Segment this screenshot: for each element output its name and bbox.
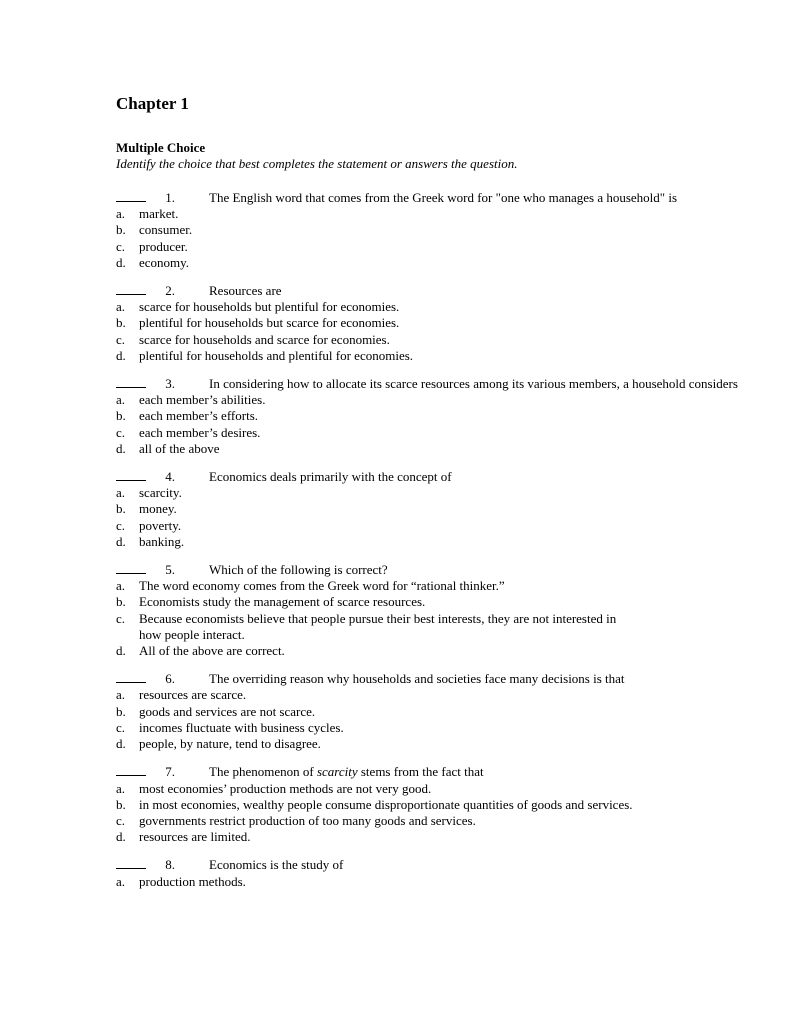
option-letter: a. bbox=[116, 687, 126, 703]
option-letter: c. bbox=[116, 812, 126, 828]
option-letter: a. bbox=[116, 206, 126, 222]
option-a[interactable] bbox=[116, 874, 756, 890]
question-text: The overriding reason why households and societies face many decisions is that bbox=[209, 671, 625, 687]
question-text: In considering how to allocate its scarce resources among its various members, a household considers bbox=[209, 376, 738, 392]
option-a[interactable] bbox=[116, 781, 756, 797]
option-text: resources are limited. bbox=[139, 829, 251, 845]
question-text: Which of the following is correct? bbox=[209, 562, 388, 578]
option-letter: b. bbox=[116, 703, 126, 719]
option-text: each member’s efforts. bbox=[139, 408, 258, 424]
option-letter: b. bbox=[116, 594, 126, 610]
answer-blank[interactable] bbox=[116, 283, 146, 295]
option-letter: d. bbox=[116, 347, 126, 363]
option-b[interactable] bbox=[116, 797, 756, 813]
answer-blank[interactable] bbox=[116, 671, 146, 683]
option-d[interactable] bbox=[116, 255, 756, 271]
option-letter: c. bbox=[116, 238, 126, 254]
option-letter: a. bbox=[116, 392, 126, 408]
stem-after: stems from the fact that bbox=[357, 764, 484, 780]
option-b[interactable] bbox=[116, 408, 756, 424]
option-text: people, by nature, tend to disagree. bbox=[139, 736, 321, 752]
stem-before: The phenomenon of bbox=[209, 764, 317, 780]
option-c[interactable] bbox=[116, 720, 756, 736]
section-heading: Multiple Choice bbox=[116, 140, 206, 155]
question-2 bbox=[116, 283, 756, 364]
option-text: All of the above are correct. bbox=[139, 643, 285, 659]
question-5 bbox=[116, 562, 756, 659]
option-text: scarce for households but plentiful for economies. bbox=[139, 299, 400, 315]
option-text: most economies’ production methods are not very good. bbox=[139, 780, 432, 796]
option-letter: b. bbox=[116, 501, 126, 517]
option-text: plentiful for households and plentiful for economies. bbox=[139, 347, 414, 363]
option-letter: a. bbox=[116, 780, 126, 796]
option-d[interactable] bbox=[116, 534, 756, 550]
option-letter: a. bbox=[116, 299, 126, 315]
option-letter: c. bbox=[116, 517, 126, 533]
option-letter: b. bbox=[116, 796, 126, 812]
question-7 bbox=[116, 764, 756, 845]
option-b[interactable] bbox=[116, 222, 756, 238]
option-letter: b. bbox=[116, 222, 126, 238]
question-text: Resources are bbox=[209, 283, 282, 299]
option-letter: c. bbox=[116, 424, 126, 440]
option-c[interactable] bbox=[116, 239, 756, 255]
question-number: 5. bbox=[165, 562, 175, 578]
question-stem bbox=[116, 283, 756, 299]
option-letter: d. bbox=[116, 829, 126, 845]
instructions-text: Identify the choice that best completes the statement or answers the question. bbox=[116, 156, 518, 171]
option-text: market. bbox=[139, 206, 179, 222]
option-a[interactable] bbox=[116, 392, 756, 408]
question-1 bbox=[116, 190, 756, 271]
option-a[interactable] bbox=[116, 687, 756, 703]
question-8 bbox=[116, 857, 756, 889]
option-c[interactable] bbox=[116, 332, 756, 348]
option-a[interactable] bbox=[116, 578, 756, 594]
document-page bbox=[116, 94, 756, 902]
stem-emphasis: scarcity bbox=[316, 764, 358, 780]
question-3 bbox=[116, 376, 756, 457]
option-b[interactable] bbox=[116, 704, 756, 720]
option-text: banking. bbox=[139, 533, 185, 549]
option-letter: c. bbox=[116, 719, 126, 735]
option-text: plentiful for households but scarce for economies. bbox=[139, 315, 400, 331]
question-stem bbox=[116, 562, 756, 578]
question-number: 1. bbox=[165, 190, 175, 205]
option-c[interactable] bbox=[116, 813, 756, 829]
option-text: scarce for households and scarce for economies. bbox=[139, 331, 390, 347]
question-stem bbox=[116, 764, 756, 780]
option-text: in most economies, wealthy people consume disproportionate quantities of goods and services. bbox=[139, 796, 633, 812]
option-letter: d. bbox=[116, 736, 126, 752]
question-6 bbox=[116, 671, 756, 752]
option-letter: c. bbox=[116, 610, 126, 626]
option-letter: d. bbox=[116, 643, 126, 659]
option-text: goods and services are not scarce. bbox=[139, 703, 316, 719]
option-letter: a. bbox=[116, 578, 126, 594]
option-text: production methods. bbox=[139, 873, 246, 889]
option-letter: d. bbox=[116, 440, 126, 456]
option-text: resources are scarce. bbox=[139, 687, 247, 703]
question-stem bbox=[116, 376, 756, 392]
option-a[interactable] bbox=[116, 206, 756, 222]
option-text: The word economy comes from the Greek word for “rational thinker.” bbox=[139, 578, 505, 594]
question-stem bbox=[116, 190, 756, 206]
option-letter: a. bbox=[116, 873, 126, 889]
option-text: governments restrict production of too many goods and services. bbox=[139, 812, 476, 828]
option-text: all of the above bbox=[139, 440, 220, 456]
option-letter: b. bbox=[116, 315, 126, 331]
option-letter: d. bbox=[116, 533, 126, 549]
answer-blank[interactable] bbox=[116, 857, 146, 869]
option-text: Because economists believe that people pursue their best interests, they are not interested in how people interact. bbox=[139, 610, 617, 642]
option-letter: c. bbox=[116, 331, 126, 347]
option-d[interactable] bbox=[116, 348, 756, 364]
option-a[interactable] bbox=[116, 485, 756, 501]
option-text: producer. bbox=[139, 238, 188, 254]
option-b[interactable] bbox=[116, 594, 756, 610]
option-letter: a. bbox=[116, 485, 126, 501]
option-c[interactable] bbox=[116, 425, 756, 441]
answer-blank[interactable] bbox=[116, 764, 146, 776]
answer-blank[interactable] bbox=[116, 562, 146, 574]
question-number: 2. bbox=[165, 283, 175, 299]
option-b[interactable] bbox=[116, 501, 756, 517]
question-number: 8. bbox=[165, 857, 175, 873]
answer-blank[interactable] bbox=[116, 469, 146, 481]
question-number: 6. bbox=[165, 671, 175, 687]
option-c[interactable] bbox=[116, 611, 756, 643]
question-4 bbox=[116, 469, 756, 550]
question-text bbox=[209, 764, 484, 779]
answer-blank[interactable] bbox=[116, 190, 146, 202]
question-number: 4. bbox=[165, 469, 175, 485]
option-b[interactable] bbox=[116, 315, 756, 331]
option-a[interactable] bbox=[116, 299, 756, 315]
question-text: Economics deals primarily with the concept of bbox=[209, 469, 452, 485]
question-number: 3. bbox=[165, 376, 175, 392]
option-text: economy. bbox=[139, 254, 190, 270]
option-text: Economists study the management of scarce resources. bbox=[139, 594, 426, 610]
question-number: 7. bbox=[165, 764, 175, 780]
option-text: scarcity. bbox=[139, 485, 182, 501]
question-text: Economics is the study of bbox=[209, 857, 344, 873]
option-letter: d. bbox=[116, 254, 126, 270]
question-list bbox=[116, 190, 756, 890]
option-d[interactable] bbox=[116, 736, 756, 752]
chapter-title: Chapter 1 bbox=[116, 94, 189, 113]
question-stem bbox=[116, 671, 756, 687]
option-text: incomes fluctuate with business cycles. bbox=[139, 719, 344, 735]
option-text: money. bbox=[139, 501, 177, 517]
option-text: consumer. bbox=[139, 222, 193, 238]
option-text: each member’s abilities. bbox=[139, 392, 266, 408]
question-text: The English word that comes from the Greek word for "one who manages a household" is bbox=[209, 190, 678, 205]
question-stem bbox=[116, 857, 756, 873]
question-stem bbox=[116, 469, 756, 485]
option-text: each member’s desires. bbox=[139, 424, 261, 440]
option-d[interactable] bbox=[116, 643, 756, 659]
option-d[interactable] bbox=[116, 829, 756, 845]
option-d[interactable] bbox=[116, 441, 756, 457]
answer-blank[interactable] bbox=[116, 376, 146, 388]
option-text: poverty. bbox=[139, 517, 182, 533]
option-c[interactable] bbox=[116, 518, 756, 534]
option-letter: b. bbox=[116, 408, 126, 424]
